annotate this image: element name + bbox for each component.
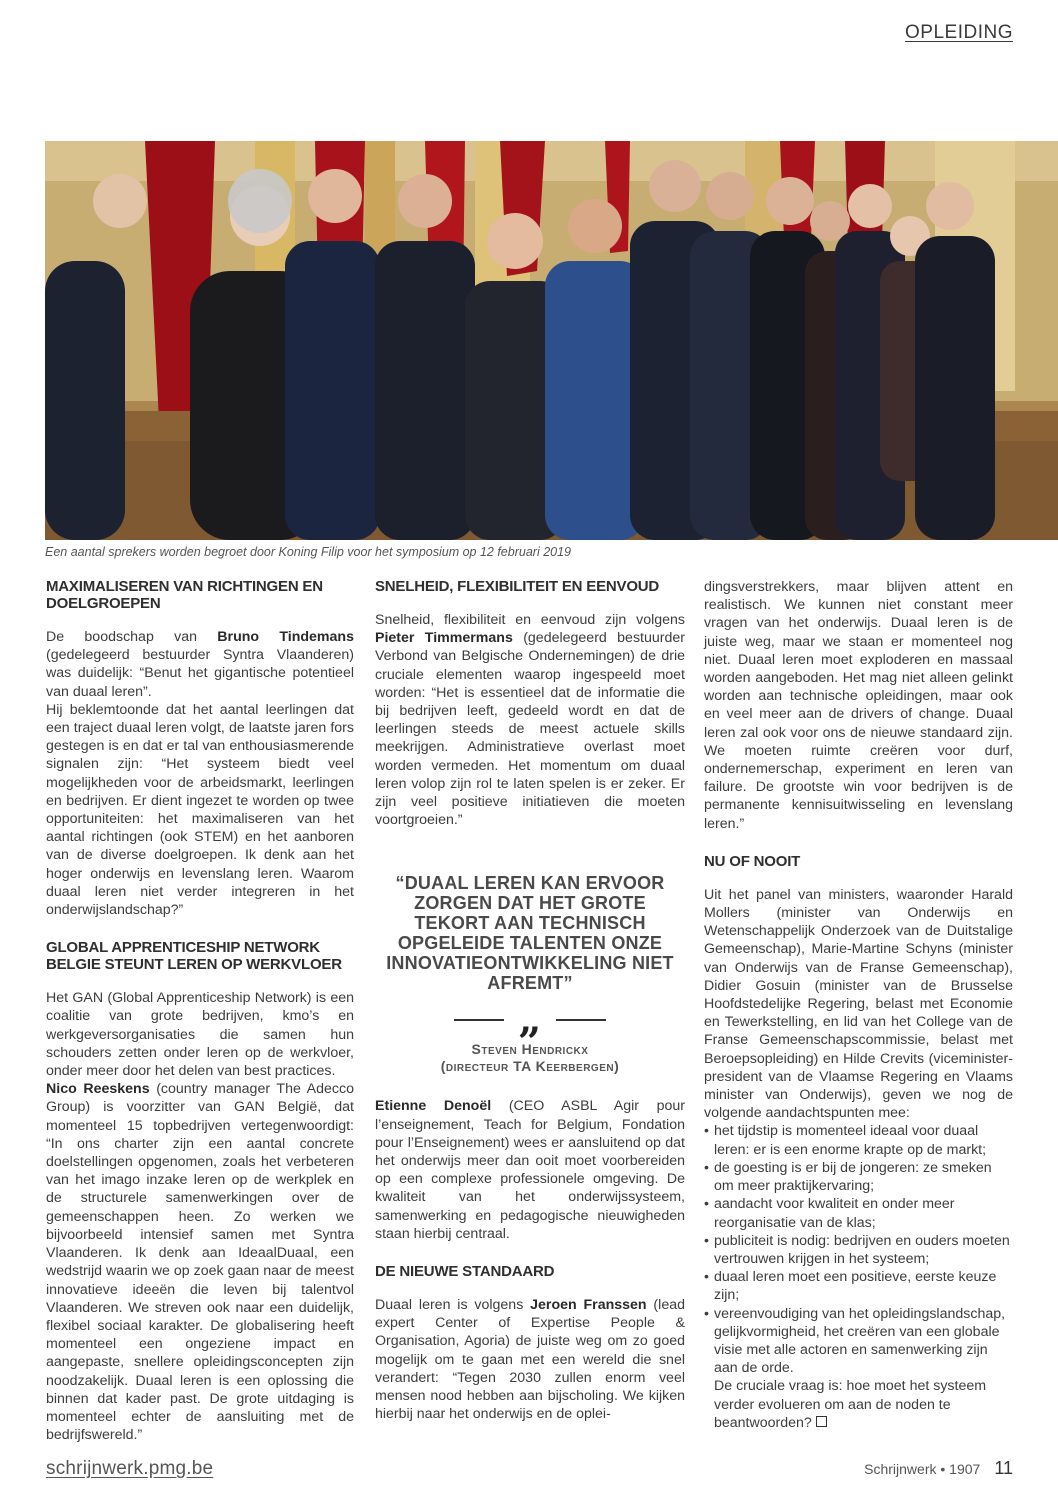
page-number: 11 xyxy=(994,1458,1013,1478)
text: (gedelegeerd bestuurder Syntra Vlaanderen) was duidelijk: “Benut het gigantische potentieel van duaal leren”. xyxy=(46,647,354,700)
heading-maximaliseren: MAXIMALISEREN VAN RICHTINGEN EN DOELGROEPEN xyxy=(46,578,323,612)
text: Snelheid, flexibiliteit en eenvoud zijn volgens xyxy=(375,612,685,628)
text: (gedelegeerd bestuurder Verbond van Belgische Ondernemingen) de drie cruciale elementen waarop ingespeeld moet worden: “Het is essentieel dat de informatie die bij bedrijven leeft, gedeeld wordt en dat de leerlingen steeds de meest actuele skills meekrijgen. Administratieve overlast moet worden vermeden. Het momentum om duaal leren volop zijn rol te laten spelen is er zeker. Er zijn veel positieve initiatieven die moeten voortgroeien.” xyxy=(375,630,685,829)
heading-gan: GLOBAL APPRENTICESHIP NETWORK BELGIE STEUNT LEREN OP WERKVLOER xyxy=(46,939,342,974)
list-item: • aandacht voor kwaliteit en onder meer reorganisatie van de klas; xyxy=(704,1195,1013,1231)
paragraph: Het GAN (Global Apprenticeship Network) is een coalitie van grote bedrijven, kmo’s en werkgeversorganisaties die samen hun schouders zetten onder leren op de werkvloer, onder meer door het delen van best practices. xyxy=(46,990,354,1080)
text: (CEO ASBL Agir pour l’enseignement, Teach for Belgium, Fondation pour l’Enseignement) wees er aansluitend op dat het onderwijs meer dan ooit moet voorbereiden op een complexe professionele omgeving. De kwaliteit van het onderwijssysteem, samenwerking en pedagogische nieuwigheden staan hierbij centraal. xyxy=(375,1098,685,1242)
quote-divider xyxy=(375,996,685,1044)
text: Duaal leren is volgens xyxy=(375,1297,531,1314)
person-name: Nico Reeskens xyxy=(46,1081,150,1098)
paragraph: Uit het panel van ministers, waaronder Harald Mollers (minister van Onderwijs en Wetenschappelijk Onderzoek van de Duitstalige Gemeenschap), Marie-Martine Schyns (minister van Onderwijs van de Franse Gemeenschap), Didier Gosuin (minister van de Brusselse Hoofdstedelijke Regering, belast met Economie en Tewerkstelling, en lid van het College van de Franse Gemeenschapscommissie, belast met Beroepsopleiding) en Hilde Crevits (viceminister-president van de Vlaamse Regering en Vlaams minister van Onderwijs), geven we nog de volgende aandachtspunten mee: xyxy=(704,886,1013,1122)
paragraph xyxy=(375,611,685,829)
column-2 xyxy=(375,578,685,1423)
quote-author: Steven Hendrickx xyxy=(471,1041,589,1058)
paragraph: dingsverstrekkers, maar blijven attent en realistisch. We kunnen niet constant meer vragen van het onderwijs. Duaal leren is de juiste weg, maar we staan er momenteel nog niet. Duaal leren moet exploderen en massaal worden aangeboden. Het mag niet alleen gelinkt worden aan technische opleidingen, maar ook en veel meer aan de drivers of change. Duaal leren zal ook voor ons de nieuwe standaard zijn. We moeten ruimte creëren voor durf, ondernemerschap, experiment en leren van failure. De grootste win voor bedrijven is de permanente kennisuitwisseling en levenslang leren.” xyxy=(704,579,1013,832)
divider-line xyxy=(556,1019,606,1021)
column-1 xyxy=(46,578,354,1444)
heading-nu-of-nooit: NU OF NOOIT xyxy=(704,852,801,870)
event-photo xyxy=(45,141,1058,540)
divider-line xyxy=(454,1019,504,1021)
list-item: • vereenvoudiging van het opleidingslandschap, gelijkvormigheid, het creëren van een globale visie met alle actoren en samenwerking zijn aan de orde. xyxy=(704,1305,1013,1378)
section-label: OPLEIDING xyxy=(905,22,1013,43)
end-mark-icon xyxy=(816,1416,827,1427)
pull-quote: “DUAAL LEREN KAN ERVOOR ZORGEN DAT HET GROTE TEKORT AAN TECHNISCH OPGELEIDE TALENTEN ONZE INNOVATIEONTWIKKELING NIET AFREMT” xyxy=(386,873,674,994)
attention-points-list xyxy=(704,1122,1013,1377)
heading-nieuwe-standaard: DE NIEUWE STANDAARD xyxy=(375,1263,555,1281)
person-name: Etienne Denoël xyxy=(375,1098,492,1115)
list-item: • duaal leren moet een positieve, eerste keuze zijn; xyxy=(704,1268,1013,1304)
closing-paragraph xyxy=(704,1377,1013,1432)
list-item: • het tijdstip is momenteel ideaal voor duaal leren: er is een enorme krapte op de markt; xyxy=(704,1122,1013,1158)
column-3 xyxy=(704,578,1013,1432)
list-item: • de goesting is er bij de jongeren: ze smeken om meer praktijkervaring; xyxy=(704,1159,1013,1195)
photo-caption: Een aantal sprekers worden begroet door Koning Filip voor het symposium op 12 februari 2019 xyxy=(45,545,572,559)
website-link[interactable]: schrijnwerk.pmg.be xyxy=(46,1458,214,1479)
heading-snelheid: SNELHEID, FLEXIBILITEIT EN EENVOUD xyxy=(375,578,660,595)
paragraph xyxy=(46,1080,354,1444)
paragraph xyxy=(375,1296,685,1423)
person-name: Bruno Tindemans xyxy=(217,629,354,645)
issue-label: Schrijnwerk • 1907 xyxy=(864,1461,981,1477)
paragraph xyxy=(375,1097,685,1243)
text: De boodschap van xyxy=(46,629,218,645)
text: (country manager The Adecco Group) is voorzitter van GAN België, dat momenteel 15 topbedrijven vertegenwoordigt: “In ons charter zijn een aantal concrete doelstellingen opgenomen, zoals het verbeteren van het imago inzake leren op de werkplek en de structurele samenwerkingen over de gemeenschappen heen. Zo werken we bijvoorbeeld intensief samen met Syntra Vlaanderen. Ik denk aan IdeaalDuaal, een wedstrijd waarin we op zoek gaan naar de meest innovatieve ideeën die leven bij talentvol Vlaanderen. We streven ook naar een duidelijk, flexibel sociaal karakter. De globalisering heeft momenteel een ongeziene impact en aangepaste, snellere opleidingsconcepten zijn noodzakelijk. Duaal leren is een oplossing die binnen dat kader past. De grote uitdaging is momenteel echter de aansluiting met de bedrijfswereld.” xyxy=(46,1081,354,1444)
paragraph: Hij beklemtoonde dat het aantal leerlingen dat een traject duaal leren volgt, de laatste jaren fors gestegen is en dat er tal van enthousiasmerende signalen zijn: “Het systeem biedt veel mogelijkheden voor de arbeidsmarkt, leerlingen en bedrijven. Er dient ingezet te worden op twee opportuniteiten: het maximaliseren van het aantal richtingen (ook STEM) en het aanboren van de diverse doelgroepen. Ik denk aan het hoger onderwijs en levenslang leren. Waarom duaal leren niet verder integreren in het onderwijslandschap?” xyxy=(46,701,354,919)
list-item: • publiciteit is nodig: bedrijven en ouders moeten vertrouwen krijgen in het systeem; xyxy=(704,1232,1013,1268)
person-name: Pieter Timmermans xyxy=(375,630,513,647)
quote-author-role: (directeur TA Keerbergen) xyxy=(440,1058,620,1075)
person-name: Jeroen Franssen xyxy=(530,1297,647,1314)
text: De cruciale vraag is: hoe moet het systeem verder evolueren om aan de noden te beantwoorden? xyxy=(714,1378,987,1431)
quote-mark-icon: „ xyxy=(518,996,542,1044)
photo-illustration xyxy=(45,141,1058,540)
footer-issue xyxy=(864,1458,1013,1479)
text: (lead expert Center of Expertise People & Organisation, Agoria) de juiste weg om zo goed mogelijk om te gaan met een wereld die snel verandert: “Tegen 2030 zullen enorm veel mensen nood hebben aan bijscholing. We kijken hierbij naar het onderwijs en de oplei- xyxy=(375,1297,685,1423)
paragraph xyxy=(46,628,354,701)
